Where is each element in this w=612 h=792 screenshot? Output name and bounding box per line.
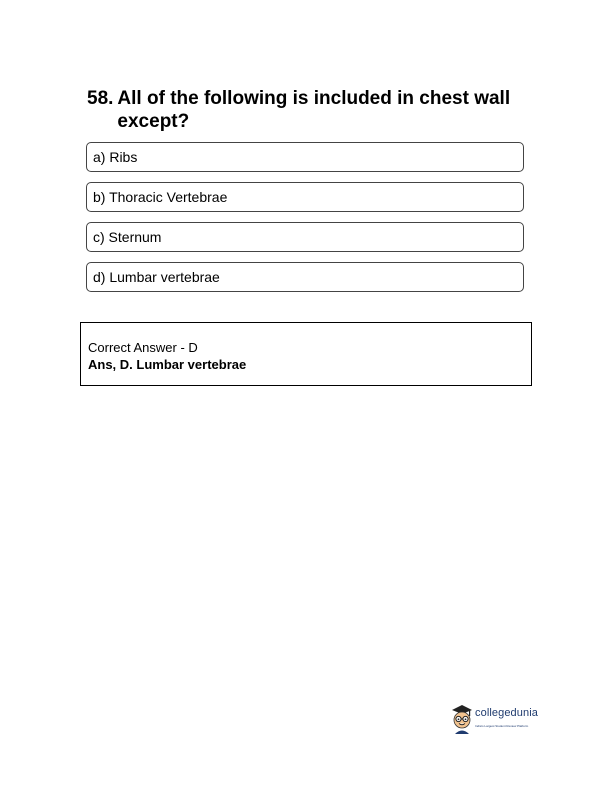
mascot-logo-icon	[450, 703, 474, 735]
brand-logo	[450, 701, 550, 737]
question-number: 58.	[87, 88, 114, 109]
brand-tagline: India's Largest Student Review Platform	[475, 724, 529, 728]
answer-box	[80, 322, 532, 386]
option-b[interactable]: b) Thoracic Vertebrae	[86, 182, 524, 212]
answer-detail: Ans, D. Lumbar vertebrae	[88, 357, 247, 372]
question-text: All of the following is included in chest wall except?	[117, 88, 511, 132]
option-d[interactable]: d) Lumbar vertebrae	[86, 262, 524, 292]
brand-name: collegedunia	[475, 707, 538, 719]
option-a[interactable]: a) Ribs	[86, 142, 524, 172]
question-heading	[87, 87, 527, 133]
correct-answer: Correct Answer - D	[88, 340, 198, 355]
option-c[interactable]: c) Sternum	[86, 222, 524, 252]
